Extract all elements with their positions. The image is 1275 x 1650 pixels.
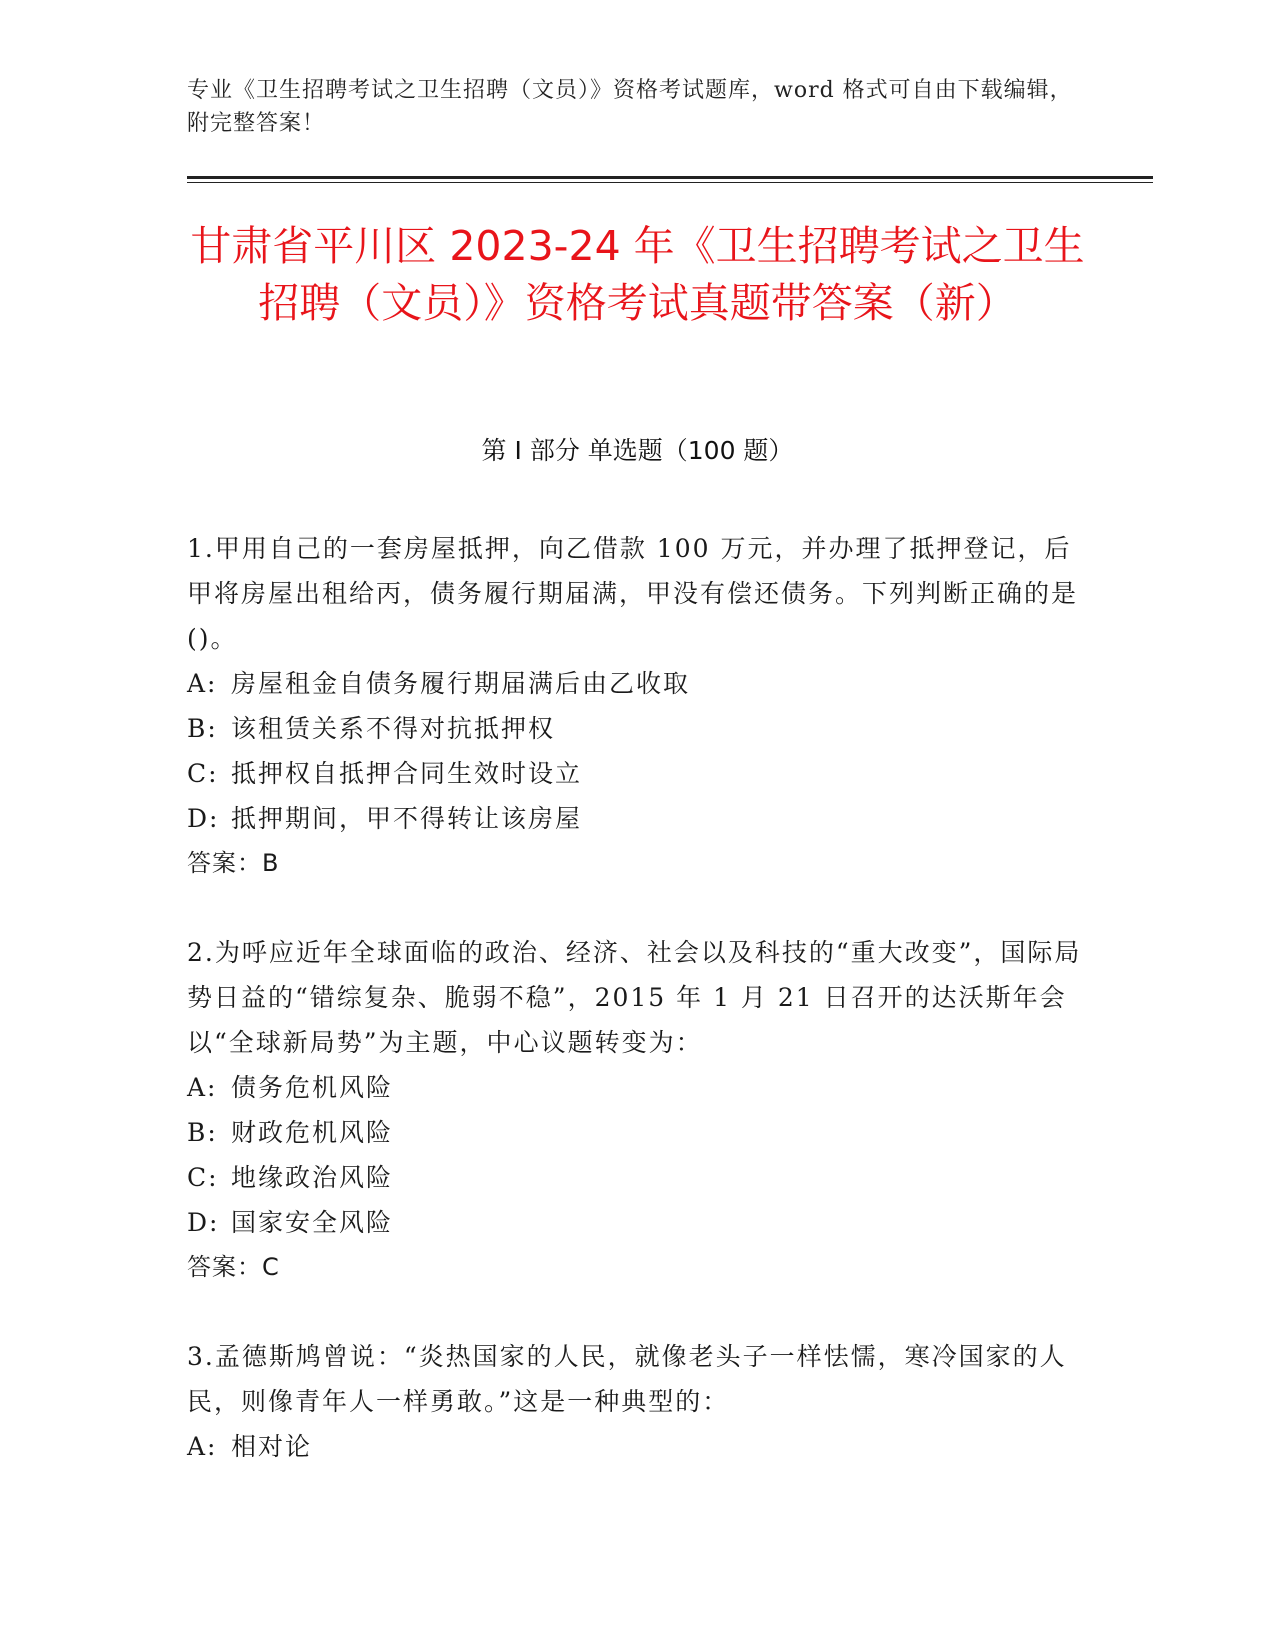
option-key: A:	[187, 1432, 218, 1461]
option-text: 国家安全风险	[231, 1208, 394, 1237]
option-text: 抵押权自抵押合同生效时设立	[231, 759, 583, 788]
header-note: 专业《卫生招聘考试之卫生招聘（文员）》资格考试题库，word 格式可自由下载编辑，附完整答案！	[187, 78, 1073, 136]
option-a	[187, 661, 1087, 706]
option-text: 财政危机风险	[231, 1118, 394, 1147]
question-2	[187, 930, 1087, 1290]
document-title: 甘肃省平川区 2023-24 年《卫生招聘考试之卫生招聘（文员）》资格考试真题带答案（新）	[190, 222, 1085, 327]
option-text: 抵押期间，甲不得转让该房屋	[231, 804, 583, 833]
option-text: 该租赁关系不得对抗抵押权	[231, 714, 556, 743]
option-b	[187, 1110, 1087, 1155]
question-3	[187, 1334, 1087, 1469]
option-a	[187, 1065, 1087, 1110]
question-stem: 1.甲用自己的一套房屋抵押，向乙借款 100 万元，并办理了抵押登记，后甲将房屋出租给丙，债务履行期届满，甲没有偿还债务。下列判断正确的是()。	[187, 534, 1079, 653]
question-list	[187, 526, 1087, 1513]
option-text: 地缘政治风险	[231, 1163, 394, 1192]
option-c	[187, 751, 1087, 796]
question-stem: 2.为呼应近年全球面临的政治、经济、社会以及科技的“重大改变”，国际局势日益的“错综复杂、脆弱不稳”，2015 年 1 月 21 日召开的达沃斯年会以“全球新局势”为主题，中心议题转变为：	[187, 938, 1082, 1057]
question-1	[187, 526, 1087, 886]
header-rule-thick	[187, 176, 1153, 179]
option-key: B:	[187, 1118, 218, 1147]
option-text: 债务危机风险	[231, 1073, 394, 1102]
option-key: D:	[187, 804, 220, 833]
option-key: B:	[187, 714, 218, 743]
option-key: C:	[187, 759, 219, 788]
option-b	[187, 706, 1087, 751]
answer-line: 答案：B	[187, 849, 280, 877]
option-key: C:	[187, 1163, 219, 1192]
question-stem: 3.孟德斯鸠曾说：“炎热国家的人民，就像老头子一样怯懦，寒冷国家的人民，则像青年人一样勇敢。”这是一种典型的：	[187, 1342, 1067, 1416]
option-key: A:	[187, 669, 218, 698]
header-rule-thin	[187, 182, 1153, 183]
option-text: 房屋租金自债务履行期届满后由乙收取	[231, 669, 691, 698]
option-d	[187, 1200, 1087, 1245]
option-key: D:	[187, 1208, 220, 1237]
answer-line: 答案：C	[187, 1253, 280, 1281]
option-text: 相对论	[231, 1432, 313, 1461]
section-title: 第 I 部分 单选题（100 题）	[481, 436, 794, 465]
option-a	[187, 1424, 1087, 1469]
option-d	[187, 796, 1087, 841]
option-c	[187, 1155, 1087, 1200]
option-key: A:	[187, 1073, 218, 1102]
